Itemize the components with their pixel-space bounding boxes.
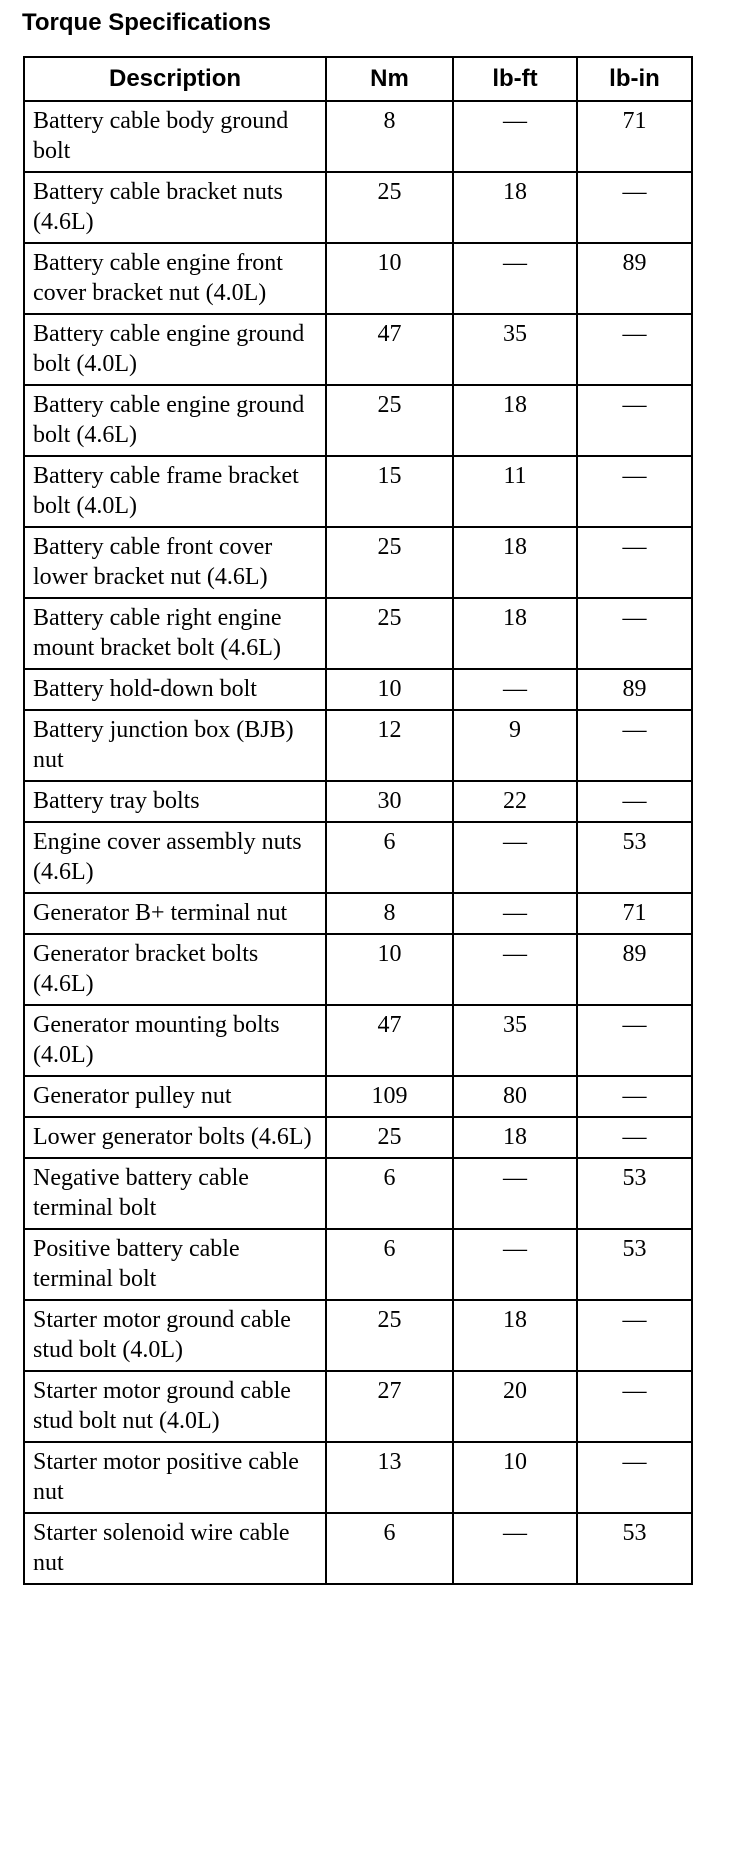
lb-in-cell: —	[577, 385, 692, 456]
description-cell: Starter motor ground cable stud bolt nut (4.0L)	[24, 1371, 326, 1442]
nm-cell: 25	[326, 598, 453, 669]
description-cell: Engine cover assembly nuts (4.6L)	[24, 822, 326, 893]
description-cell: Battery cable engine front cover bracket nut (4.0L)	[24, 243, 326, 314]
description-cell: Battery cable right engine mount bracket bolt (4.6L)	[24, 598, 326, 669]
lb-ft-cell: —	[453, 822, 577, 893]
table-row	[24, 669, 692, 710]
lb-in-cell: —	[577, 781, 692, 822]
lb-ft-cell: —	[453, 101, 577, 172]
lb-ft-cell: 35	[453, 1005, 577, 1076]
lb-in-cell: —	[577, 456, 692, 527]
lb-in-cell: 89	[577, 243, 692, 314]
lb-ft-cell: —	[453, 1158, 577, 1229]
nm-cell: 10	[326, 669, 453, 710]
lb-ft-cell: —	[453, 934, 577, 1005]
description-cell: Positive battery cable terminal bolt	[24, 1229, 326, 1300]
nm-cell: 6	[326, 822, 453, 893]
description-cell: Lower generator bolts (4.6L)	[24, 1117, 326, 1158]
nm-cell: 15	[326, 456, 453, 527]
description-cell: Battery cable bracket nuts (4.6L)	[24, 172, 326, 243]
table-row	[24, 385, 692, 456]
column-header-lb-in: lb-in	[577, 57, 692, 101]
lb-in-cell: —	[577, 527, 692, 598]
lb-in-cell: 71	[577, 101, 692, 172]
table-row	[24, 1513, 692, 1584]
table-row	[24, 101, 692, 172]
lb-in-cell: —	[577, 598, 692, 669]
description-cell: Battery cable engine ground bolt (4.0L)	[24, 314, 326, 385]
table-row	[24, 1371, 692, 1442]
table-row	[24, 710, 692, 781]
table-row	[24, 822, 692, 893]
table-row	[24, 1229, 692, 1300]
nm-cell: 109	[326, 1076, 453, 1117]
description-cell: Battery hold-down bolt	[24, 669, 326, 710]
nm-cell: 25	[326, 385, 453, 456]
description-cell: Negative battery cable terminal bolt	[24, 1158, 326, 1229]
lb-in-cell: 53	[577, 822, 692, 893]
nm-cell: 10	[326, 243, 453, 314]
description-cell: Battery cable front cover lower bracket nut (4.6L)	[24, 527, 326, 598]
nm-cell: 25	[326, 527, 453, 598]
nm-cell: 25	[326, 1117, 453, 1158]
nm-cell: 10	[326, 934, 453, 1005]
table-row	[24, 314, 692, 385]
nm-cell: 13	[326, 1442, 453, 1513]
table-row	[24, 1300, 692, 1371]
lb-in-cell: 53	[577, 1229, 692, 1300]
nm-cell: 6	[326, 1158, 453, 1229]
nm-cell: 6	[326, 1229, 453, 1300]
description-cell: Generator bracket bolts (4.6L)	[24, 934, 326, 1005]
table-row	[24, 456, 692, 527]
table-row	[24, 781, 692, 822]
lb-ft-cell: 18	[453, 527, 577, 598]
nm-cell: 47	[326, 314, 453, 385]
description-cell: Battery cable frame bracket bolt (4.0L)	[24, 456, 326, 527]
description-cell: Generator B+ terminal nut	[24, 893, 326, 934]
lb-ft-cell: 9	[453, 710, 577, 781]
table-row	[24, 172, 692, 243]
lb-ft-cell: 80	[453, 1076, 577, 1117]
table-row	[24, 1005, 692, 1076]
lb-ft-cell: 10	[453, 1442, 577, 1513]
column-header-lb-ft: lb-ft	[453, 57, 577, 101]
lb-ft-cell: —	[453, 893, 577, 934]
table-row	[24, 243, 692, 314]
table-row	[24, 527, 692, 598]
table-row	[24, 893, 692, 934]
torque-spec-table	[23, 56, 693, 1585]
column-header-nm: Nm	[326, 57, 453, 101]
page-title: Torque Specifications	[22, 9, 271, 36]
nm-cell: 25	[326, 172, 453, 243]
description-cell: Starter motor positive cable nut	[24, 1442, 326, 1513]
lb-ft-cell: 18	[453, 385, 577, 456]
header-row	[24, 57, 692, 101]
lb-in-cell: —	[577, 1442, 692, 1513]
nm-cell: 8	[326, 893, 453, 934]
nm-cell: 30	[326, 781, 453, 822]
lb-in-cell: 89	[577, 669, 692, 710]
nm-cell: 27	[326, 1371, 453, 1442]
lb-in-cell: —	[577, 1371, 692, 1442]
lb-in-cell: —	[577, 1076, 692, 1117]
nm-cell: 12	[326, 710, 453, 781]
lb-ft-cell: 18	[453, 172, 577, 243]
description-cell: Generator pulley nut	[24, 1076, 326, 1117]
lb-in-cell: —	[577, 1117, 692, 1158]
lb-in-cell: 71	[577, 893, 692, 934]
lb-ft-cell: 20	[453, 1371, 577, 1442]
nm-cell: 8	[326, 101, 453, 172]
description-cell: Starter motor ground cable stud bolt (4.0L)	[24, 1300, 326, 1371]
description-cell: Battery junction box (BJB) nut	[24, 710, 326, 781]
nm-cell: 25	[326, 1300, 453, 1371]
lb-in-cell: —	[577, 314, 692, 385]
table-row	[24, 1158, 692, 1229]
lb-in-cell: —	[577, 710, 692, 781]
table-row	[24, 934, 692, 1005]
description-cell: Generator mounting bolts (4.0L)	[24, 1005, 326, 1076]
table-row	[24, 1442, 692, 1513]
description-cell: Starter solenoid wire cable nut	[24, 1513, 326, 1584]
lb-ft-cell: —	[453, 243, 577, 314]
lb-in-cell: 53	[577, 1158, 692, 1229]
nm-cell: 47	[326, 1005, 453, 1076]
lb-ft-cell: 22	[453, 781, 577, 822]
lb-ft-cell: 18	[453, 598, 577, 669]
lb-in-cell: —	[577, 172, 692, 243]
description-cell: Battery tray bolts	[24, 781, 326, 822]
lb-ft-cell: 18	[453, 1117, 577, 1158]
table-row	[24, 598, 692, 669]
lb-ft-cell: 11	[453, 456, 577, 527]
description-cell: Battery cable engine ground bolt (4.6L)	[24, 385, 326, 456]
lb-ft-cell: —	[453, 669, 577, 710]
nm-cell: 6	[326, 1513, 453, 1584]
lb-in-cell: —	[577, 1300, 692, 1371]
table-row	[24, 1117, 692, 1158]
lb-ft-cell: —	[453, 1229, 577, 1300]
lb-in-cell: —	[577, 1005, 692, 1076]
lb-in-cell: 89	[577, 934, 692, 1005]
lb-ft-cell: 35	[453, 314, 577, 385]
description-cell: Battery cable body ground bolt	[24, 101, 326, 172]
table-row	[24, 1076, 692, 1117]
lb-ft-cell: —	[453, 1513, 577, 1584]
lb-in-cell: 53	[577, 1513, 692, 1584]
column-header-description: Description	[24, 57, 326, 101]
lb-ft-cell: 18	[453, 1300, 577, 1371]
